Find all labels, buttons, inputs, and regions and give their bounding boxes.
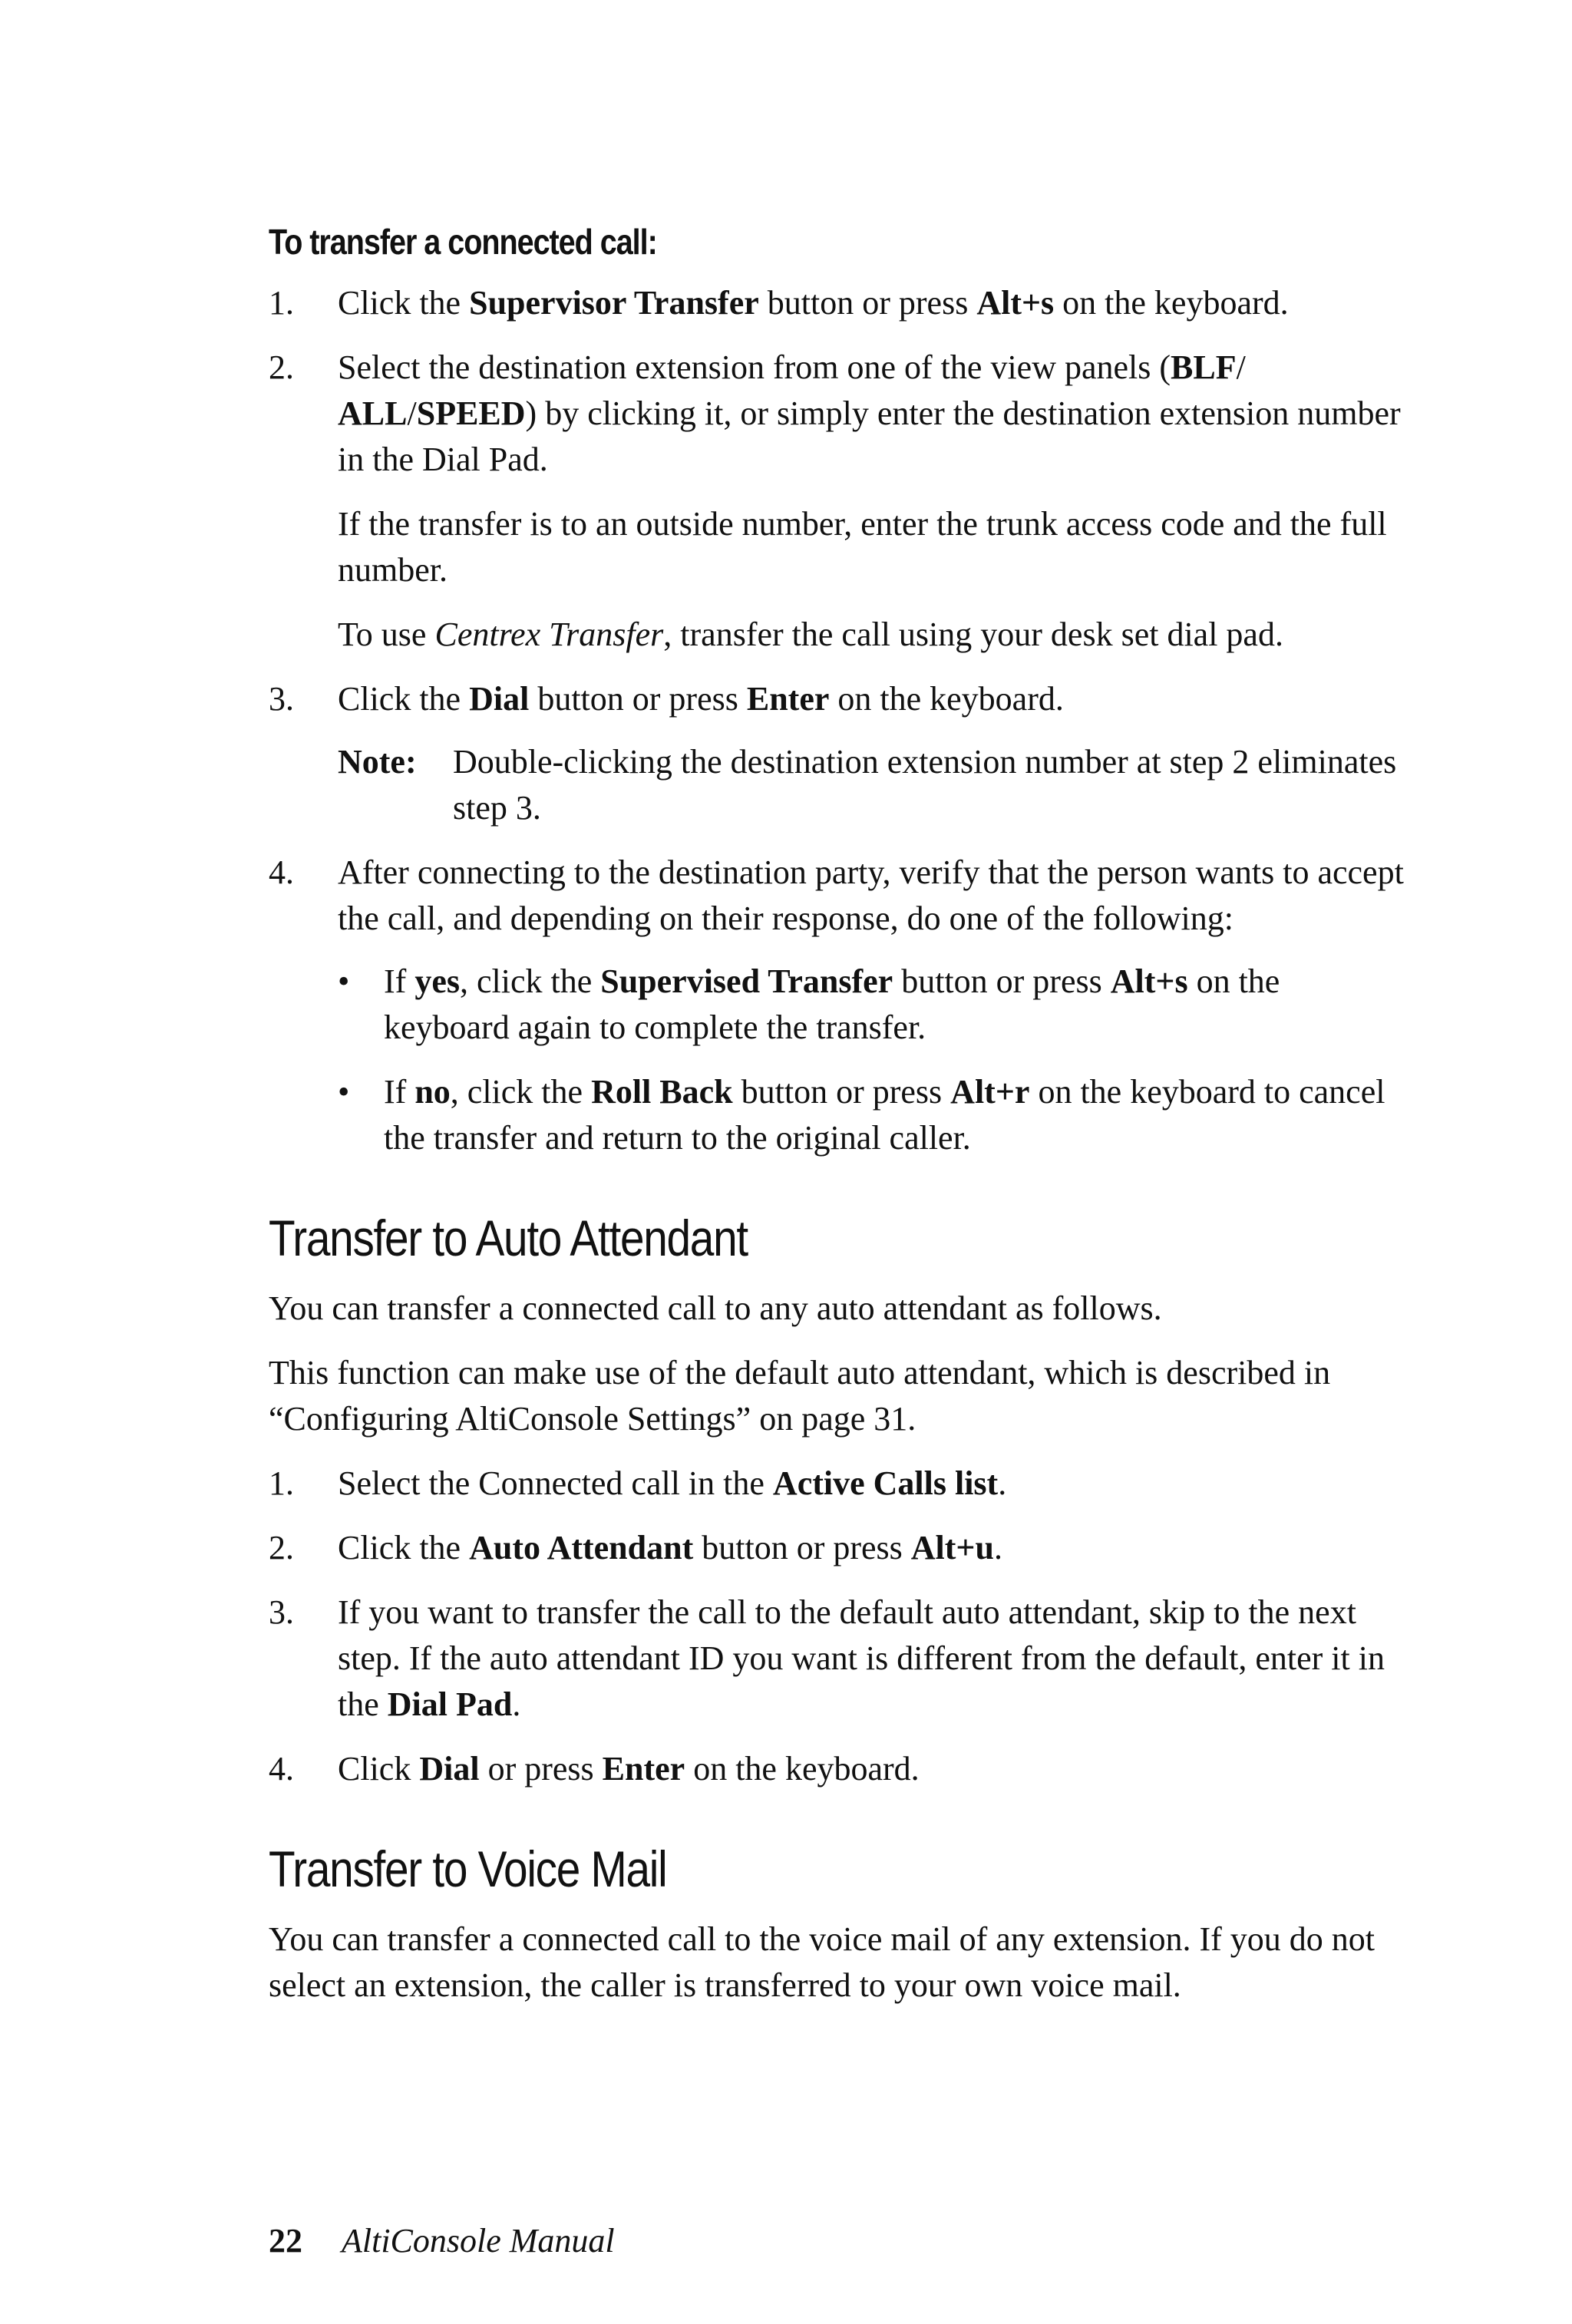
voice-mail-description: You can transfer a connected call to the voice mail of any extension. If you do not select an extension, the caller is transferred to your own voice mail. [269, 1920, 1375, 2004]
bullet-text: If yes, click the Supervised Transfer button or press Alt+s on the keyboard again to complete the transfer. [384, 962, 1280, 1046]
step-text: Click the Supervisor Transfer button or press Alt+s on the keyboard. [338, 284, 1289, 322]
connected-call-heading: To transfer a connected call: [269, 222, 657, 262]
auto-attendant-intro: You can transfer a connected call to any auto attendant as follows. [269, 1289, 1162, 1327]
step-text: Click Dial or press Enter on the keyboard. [338, 1750, 920, 1788]
step-item [269, 345, 1405, 658]
manual-title: AltiConsole Manual [342, 2222, 615, 2260]
step-item [269, 1746, 1405, 1792]
step-number: 4. [269, 853, 294, 891]
step-text: Select the destination extension from one of the view panels (BLF/ ALL/SPEED) by clicking it, or simply enter the destination extension number in the Dial Pad. [338, 348, 1401, 478]
step-item [269, 280, 1405, 326]
step-item [269, 676, 1405, 831]
page-content [269, 219, 1405, 2027]
bullet-item [338, 959, 1405, 1051]
step-text: Click the Auto Attendant button or press Alt+u. [338, 1529, 1002, 1566]
note-block [338, 739, 1405, 831]
step-number: 2. [269, 1529, 294, 1566]
page-number: 22 [269, 2222, 302, 2260]
note-label: Note: [338, 743, 417, 781]
step-text: Click the Dial button or press Enter on the keyboard. [338, 680, 1064, 718]
bullet-item [338, 1069, 1405, 1161]
step-number: 1. [269, 1464, 294, 1502]
section-title-voice-mail: Transfer to Voice Mail [269, 1840, 667, 1897]
connected-call-steps [269, 280, 1405, 1161]
auto-attendant-description: This function can make use of the default auto attendant, which is described in “Configuring AltiConsole Settings” on page 31. [269, 1354, 1331, 1438]
step-item [269, 1589, 1405, 1728]
option-bullets [338, 959, 1405, 1161]
step-text: After connecting to the destination party, verify that the person wants to accept the call, and depending on their response, do one of the following: [338, 853, 1404, 937]
step-number: 3. [269, 1593, 294, 1631]
step-number: 1. [269, 284, 294, 322]
step-subparagraph: If the transfer is to an outside number, enter the trunk access code and the full number. [338, 505, 1387, 589]
step-number: 2. [269, 348, 294, 386]
bullet-text: If no, click the Roll Back button or press Alt+r on the keyboard to cancel the transfer and return to the original caller. [384, 1073, 1385, 1157]
step-item [269, 1525, 1405, 1571]
step-item [269, 850, 1405, 1161]
section-title-auto-attendant: Transfer to Auto Attendant [269, 1210, 748, 1266]
step-item [269, 1461, 1405, 1507]
auto-attendant-steps [269, 1461, 1405, 1792]
step-text: If you want to transfer the call to the default auto attendant, skip to the next step. If the auto attendant ID you want is different from the default, enter it in the Dial Pad. [338, 1593, 1385, 1723]
step-number: 3. [269, 680, 294, 718]
step-subparagraph: To use Centrex Transfer, transfer the call using your desk set dial pad. [338, 616, 1283, 653]
step-text: Select the Connected call in the Active Calls list. [338, 1464, 1007, 1502]
page-footer [269, 2218, 615, 2264]
bullet-dot-icon: • [338, 1073, 350, 1111]
bullet-dot-icon: • [338, 962, 350, 1000]
step-number: 4. [269, 1750, 294, 1788]
note-text: Double-clicking the destination extension number at step 2 eliminates step 3. [453, 743, 1397, 827]
